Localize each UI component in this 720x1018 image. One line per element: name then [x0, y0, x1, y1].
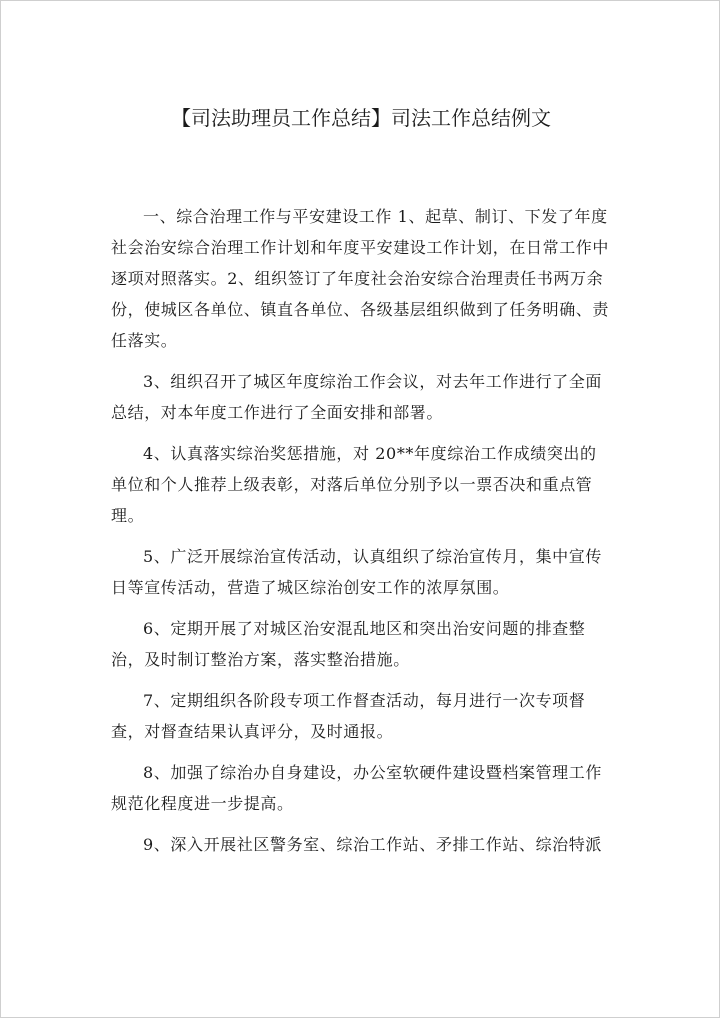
paragraph-1: 一、综合治理工作与平安建设工作 1、起草、制订、下发了年度社会治安综合治理工作计划和年度平安建设工作计划，在日常工作中逐项对照落实。2、组织签订了年度社会治安综合治理责任书两万余份，使城区各单位、镇直各单位、各级基层组织做到了任务明确、责任落实。 — [111, 207, 610, 350]
paragraph-2: 3、组织召开了城区年度综治工作会议，对去年工作进行了全面总结，对本年度工作进行了全面安排和部署。 — [111, 372, 602, 422]
paragraph-4: 5、广泛开展综治宣传活动，认真组织了综治宣传月，集中宣传日等宣传活动，营造了城区综治创安工作的浓厚氛围。 — [111, 547, 602, 597]
document-body — [111, 201, 611, 870]
paragraph-5: 6、定期开展了对城区治安混乱地区和突出治安问题的排查整治，及时制订整治方案，落实整治措施。 — [111, 619, 586, 669]
paragraph-7: 8、加强了综治办自身建设，办公室软硬件建设暨档案管理工作规范化程度进一步提高。 — [111, 763, 602, 813]
paragraph-3: 4、认真落实综治奖惩措施，对 20**年度综治工作成绩突出的单位和个人推荐上级表彰，对落后单位分别予以一票否决和重点管理。 — [111, 444, 597, 525]
document-title: 【司法助理员工作总结】司法工作总结例文 — [171, 106, 551, 130]
paragraph-8: 9、深入开展社区警务室、综治工作站、矛排工作站、综治特派 — [143, 835, 602, 854]
paragraph-6: 7、定期组织各阶段专项工作督查活动，每月进行一次专项督查，对督查结果认真评分，及时通报。 — [111, 691, 586, 741]
